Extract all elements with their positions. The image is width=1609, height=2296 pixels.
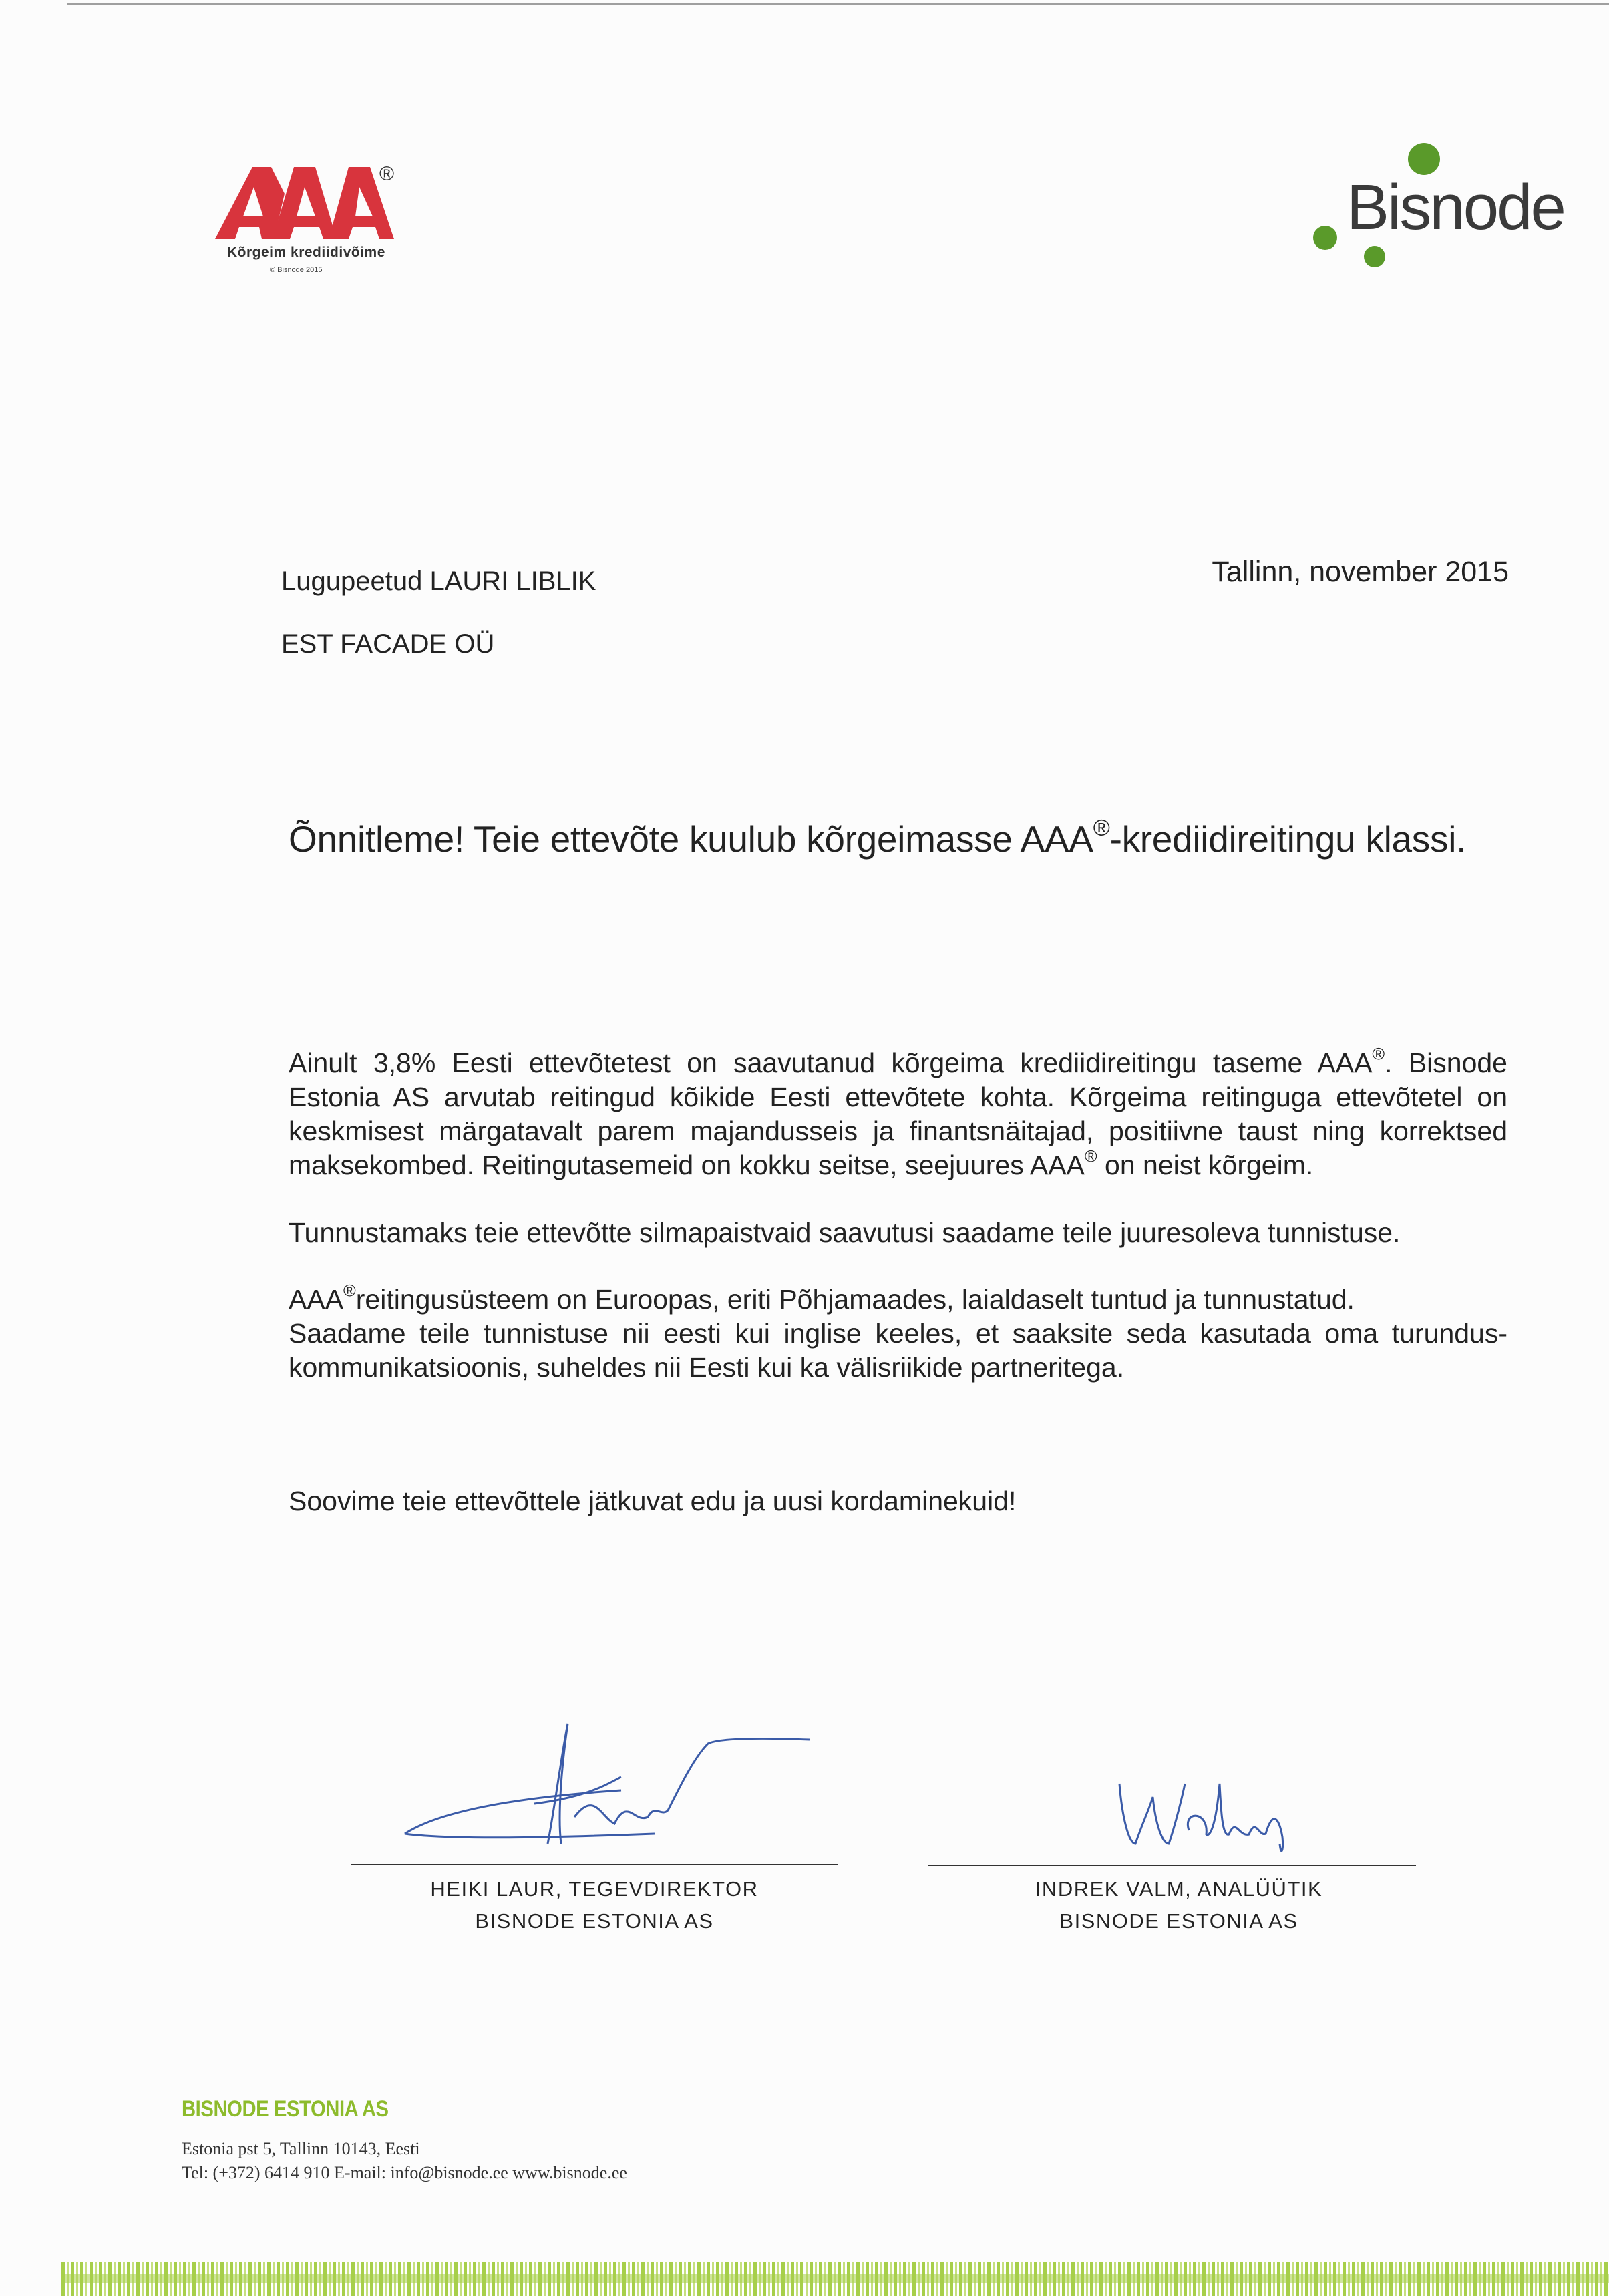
footer-address: Estonia pst 5, Tallinn 10143, Eesti — [182, 2139, 420, 2158]
headline — [289, 815, 1467, 860]
paragraph-3 — [289, 1283, 1507, 1385]
signature-heiki-laur — [401, 1717, 828, 1850]
signer-1-org: BISNODE ESTONIA AS — [475, 1909, 714, 1933]
headline-reg: ® — [1093, 815, 1110, 841]
aaa-registered-mark: ® — [379, 163, 395, 185]
footer-company-name: BISNODE ESTONIA AS — [182, 2096, 389, 2122]
paragraph-1-line-4: maksekombed. Reitingutasemeid on kokku seitse, seejuures AAA® on neist kõrgeim. — [289, 1147, 1314, 1180]
headline-text: Õnnitleme! Teie ettevõte kuulub kõrgeimasse AAA — [289, 818, 1093, 860]
recipient-name: Lugupeetud LAURI LIBLIK — [281, 566, 596, 596]
paragraph-3-line-2: Saadame teile tunnistuse nii eesti kui inglise keeles, et saaksite seda kasutada oma turundus- — [289, 1318, 1507, 1349]
footer-contact: Tel: (+372) 6414 910 E-mail: info@bisnode.ee www.bisnode.ee — [182, 2163, 627, 2182]
paragraph-3-line-3: kommunikatsioonis, suheldes nii Eesti kui ka välisriikide partneritega. — [289, 1352, 1125, 1383]
bisnode-logo — [1309, 139, 1609, 273]
signer-2-org: BISNODE ESTONIA AS — [1059, 1909, 1298, 1933]
letter-date: Tallinn, november 2015 — [1212, 556, 1509, 588]
aaa-triangles-icon — [215, 163, 395, 242]
aaa-copyright: © Bisnode 2015 — [270, 266, 323, 274]
paragraph-4-text: Soovime teie ettevõttele jätkuvat edu ja uusi kordaminekuid! — [289, 1486, 1017, 1516]
paragraph-4 — [289, 1484, 1507, 1518]
signer-1-name: HEIKI LAUR, TEGEVDIREKTOR — [430, 1877, 759, 1901]
headline-text-end: -krediidireitingu klassi. — [1109, 818, 1467, 860]
paragraph-1-line-2: Estonia AS arvutab reitingud kõikide Eesti ettevõtete kohta. Kõrgeima reitinguga ettevõtetel on — [289, 1082, 1507, 1112]
paragraph-1 — [289, 1046, 1507, 1182]
paragraph-1-line-3: keskmisest märgatavalt parem majandusseis ja finantsnäitajad, positiivne taust ning korrektsed — [289, 1116, 1507, 1146]
signature-indrek-valm — [1115, 1770, 1296, 1857]
paragraph-2 — [289, 1216, 1507, 1250]
footer-decorative-stripe — [61, 2262, 1609, 2296]
paragraph-1-line-1: Ainult 3,8% Eesti ettevõtetest on saavutanud kõrgeima krediidireitingu taseme AAA®. Bisnode — [289, 1045, 1507, 1078]
paragraph-3-line-1: AAA®reitingusüsteem on Euroopas, eriti Põhjamaades, laialdaselt tuntud ja tunnustatud. — [289, 1281, 1355, 1315]
top-edge-line — [67, 3, 1609, 5]
bisnode-wordmark: Bisnode — [1347, 172, 1564, 243]
paragraph-2-text: Tunnustamaks teie ettevõtte silmapaistvaid saavutusi saadame teile juuresoleva tunnistuse. — [289, 1217, 1401, 1248]
aaa-caption: Kõrgeim krediidivõime — [227, 244, 385, 260]
signature-line-2 — [928, 1865, 1416, 1866]
aaa-rating-logo — [215, 163, 402, 277]
signer-2-name: INDREK VALM, ANALÜÜTIK — [1035, 1877, 1323, 1901]
signature-line-1 — [351, 1864, 838, 1865]
recipient-company: EST FACADE OÜ — [281, 629, 495, 659]
